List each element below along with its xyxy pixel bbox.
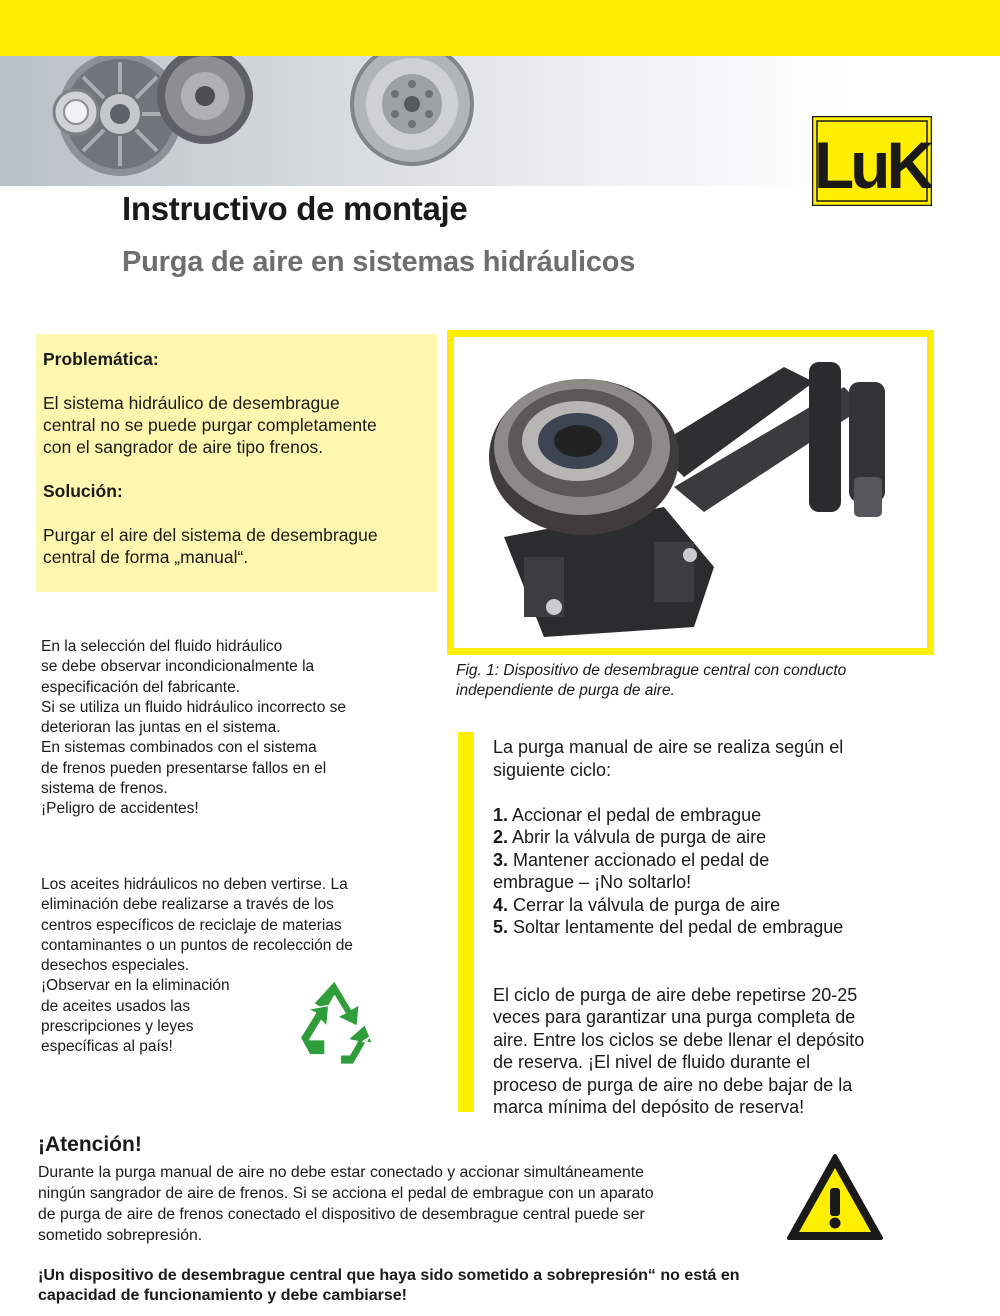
- final-warning: [38, 1266, 740, 1306]
- procedure-intro-line: La purga manual de aire se realiza según el: [493, 737, 844, 757]
- repeat-line: proceso de purga de aire no debe bajar de la: [493, 1074, 853, 1095]
- fluid-warning-text: [41, 637, 346, 820]
- solution-line: central de forma „manual“.: [43, 547, 249, 567]
- step-text: Abrir la válvula de purga de aire: [508, 827, 767, 847]
- solution-line: Purgar el aire del sistema de desembrague: [43, 525, 378, 545]
- problem-line: con el sangrador de aire tipo frenos.: [43, 437, 324, 457]
- repeat-line: de reserva. ¡El nivel de fluido durante el: [493, 1052, 811, 1072]
- attention-text: [38, 1162, 654, 1246]
- disposal-line: ¡Observar en la eliminación: [41, 977, 230, 995]
- solution-heading: Solución:: [43, 481, 123, 501]
- procedure-accent-bar: [458, 732, 474, 1112]
- disposal-line: prescripciones y leyes: [41, 1018, 194, 1036]
- problem-solution-box: [36, 334, 437, 592]
- disposal-line: centros específicos de reciclaje de materias: [41, 916, 342, 934]
- disposal-line: de aceites usados las: [41, 997, 191, 1015]
- problem-line: central no se puede purgar completamente: [43, 415, 377, 435]
- disposal-line: eliminación debe realizarse a través de los: [41, 896, 334, 914]
- figure-frame: [447, 330, 934, 655]
- caption-line: Fig. 1: Dispositivo de desembrague central con conducto: [456, 662, 847, 679]
- repeat-line: marca mínima del depósito de reserva!: [493, 1097, 805, 1117]
- step-item: [493, 804, 864, 827]
- fluid-line: En la selección del fluido hidráulico: [41, 638, 283, 655]
- problem-line: El sistema hidráulico de desembrague: [43, 393, 340, 413]
- step-number: 3.: [493, 849, 509, 870]
- fluid-line: de frenos pueden presentarse fallos en el: [41, 759, 327, 777]
- step-text: Cerrar la válvula de purga de aire: [508, 894, 781, 915]
- disposal-line: contaminantes o un puntos de recolección de: [41, 936, 353, 954]
- repeat-line: El ciclo de purga de aire debe repetirse 20-25: [493, 984, 858, 1005]
- attention-title: ¡Atención!: [38, 1133, 142, 1156]
- step-number: 5.: [493, 917, 509, 937]
- step-item: [493, 871, 864, 894]
- attention-line: sometido sobrepresión.: [38, 1227, 203, 1244]
- caption-line: independiente de purga de aire.: [456, 682, 675, 699]
- disposal-line: desechos especiales.: [41, 957, 190, 975]
- repeat-line: aire. Entre los ciclos se debe llenar el depósito: [493, 1029, 865, 1050]
- final-line: capacidad de funcionamiento y debe cambiarse!: [38, 1287, 407, 1304]
- recycle-icon: [287, 975, 382, 1070]
- step-item: [493, 916, 864, 939]
- step-item: [493, 826, 864, 849]
- step-number: 4.: [493, 894, 509, 915]
- attention-line: ningún sangrador de aire de frenos. Si se acciona el pedal de embrague con un aparato: [38, 1185, 654, 1202]
- step-number: 2.: [493, 827, 509, 847]
- step-text: Soltar lentamente del pedal de embrague: [508, 917, 844, 937]
- step-item: [493, 894, 864, 917]
- fluid-line: ¡Peligro de accidentes!: [41, 800, 199, 818]
- release-bearing-image: [454, 337, 927, 648]
- figure-caption: [456, 661, 936, 701]
- attention-line: de purga de aire de frenos conectado el dispositivo de desembrague central puede ser: [38, 1206, 645, 1223]
- procedure-block: [493, 736, 864, 1119]
- attention-line: Durante la purga manual de aire no debe estar conectado y accionar simultáneamente: [38, 1164, 644, 1181]
- luk-logo: [812, 116, 932, 206]
- final-line: ¡Un dispositivo de desembrague central que haya sido sometido a sobrepresión“ no está en: [38, 1267, 740, 1284]
- disposal-line: específicas al país!: [41, 1038, 173, 1056]
- step-number: 1.: [493, 804, 509, 825]
- fluid-line: especificación del fabricante.: [41, 678, 241, 696]
- step-text: Accionar el pedal de embrague: [508, 804, 762, 825]
- step-item: [493, 849, 864, 872]
- fluid-line: sistema de frenos.: [41, 780, 168, 798]
- repeat-line: veces para garantizar una purga completa de: [493, 1007, 856, 1027]
- procedure-intro-line: siguiente ciclo:: [493, 759, 612, 780]
- step-text: embrague – ¡No soltarlo!: [493, 872, 692, 892]
- step-text: Mantener accionado el pedal de: [508, 849, 770, 870]
- fluid-line: En sistemas combinados con el sistema: [41, 739, 317, 757]
- top-yellow-bar: [0, 0, 1000, 56]
- disposal-line: Los aceites hidráulicos no deben vertirse. La: [41, 876, 348, 893]
- page-subtitle: Purga de aire en sistemas hidráulicos: [122, 246, 636, 278]
- fluid-line: se debe observar incondicionalmente la: [41, 658, 315, 676]
- fluid-line: deterioran las juntas en el sistema.: [41, 719, 281, 737]
- problem-heading: Problemática:: [43, 349, 159, 369]
- fluid-line: Si se utiliza un fluido hidráulico incorrecto se: [41, 698, 346, 716]
- page-title: Instructivo de montaje: [122, 190, 468, 227]
- logo-text: LuK: [813, 128, 931, 202]
- warning-triangle-icon: [785, 1152, 885, 1242]
